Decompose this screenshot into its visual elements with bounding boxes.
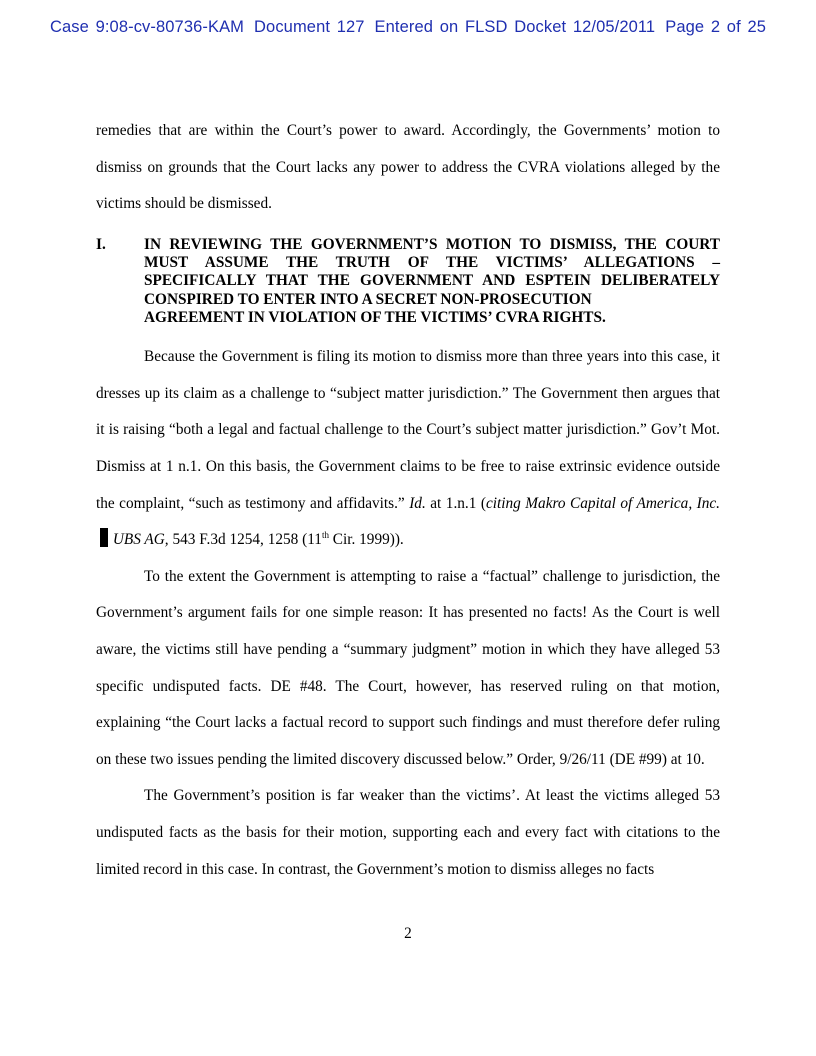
page-number: 2 [404, 925, 412, 942]
document-number: Document 127 [254, 18, 365, 36]
redaction-block [100, 528, 108, 547]
ordinal-superscript: th [321, 530, 329, 541]
paragraph-factual-challenge: To the extent the Government is attempting to raise a “factual” challenge to jurisdiction, the Government’s argument fails for one simple reason: It has presented no facts! As the Court is well aware, the victims still have pending a “summary judgment” motion in which they have alleged 53 specific undisputed facts. DE #48. The Court, however, has reserved ruling on that motion, explaining “the Court lacks a factual record to support such findings and must therefore defer ruling on these two issues pending the limited discovery discussed below.” Order, 9/26/11 (DE #99) at 10. [96, 567, 720, 768]
page-body [96, 113, 720, 888]
section-heading-text [144, 236, 720, 327]
entered-date: Entered on FLSD Docket 12/05/2011 [374, 18, 656, 36]
case-number: Case 9:08-cv-80736-KAM [49, 18, 245, 36]
text-run: Cir. 1999)). [328, 531, 404, 549]
citation-id: Id. [409, 494, 426, 512]
page-of: Page 2 of 25 [665, 18, 766, 36]
section-heading [96, 236, 720, 327]
paragraph-jurisdiction [96, 339, 720, 559]
citation-case-name: citing Makro Capital of America, Inc. [485, 494, 720, 512]
section-number: I. [96, 235, 106, 253]
citation-party: UBS AG, [109, 531, 169, 549]
paragraph-government-position: The Government’s position is far weaker than the victims’. At least the victims alleged 53 undisputed facts as the basis for their motion, supporting each and every fact with citations to the limited record in this case. In contrast, the Government’s motion to dismiss alleges no facts [96, 787, 720, 878]
docket-header [0, 18, 816, 37]
section-heading-last-line: AGREEMENT IN VIOLATION OF THE VICTIMS’ CVRA RIGHTS. [144, 308, 606, 326]
section-heading-main: IN REVIEWING THE GOVERNMENT’S MOTION TO DISMISS, THE COURT MUST ASSUME THE TRUTH OF THE VICTIMS’ ALLEGATIONS – SPECIFICALLY THAT THE GOVERNMENT AND ESPTEIN DELIBERATELY CONSPIRED TO ENTER INTO A SECRET NON-PROSECUTION [144, 235, 720, 308]
text-run: at 1.n.1 ( [425, 494, 486, 512]
text-run: Because the Government is filing its motion to dismiss more than three years into this case, it dresses up its claim as a challenge to “subject matter jurisdiction.” The Government then argues that it is raising “both a legal and factual challenge to the Court’s subject matter jurisdiction.” Gov’t Mot. Dismiss at 1 n.1. On this basis, the Government claims to be free to raise extrinsic evidence outside the complaint, “such as testimony and affidavits.” [96, 348, 720, 512]
text-run: 543 F.3d 1254, 1258 (11 [168, 531, 322, 549]
paragraph-continuation: remedies that are within the Court’s power to award. Accordingly, the Governments’ motion to dismiss on grounds that the Court lacks any power to address the CVRA violations alleged by the victims should be dismissed. [96, 122, 720, 213]
